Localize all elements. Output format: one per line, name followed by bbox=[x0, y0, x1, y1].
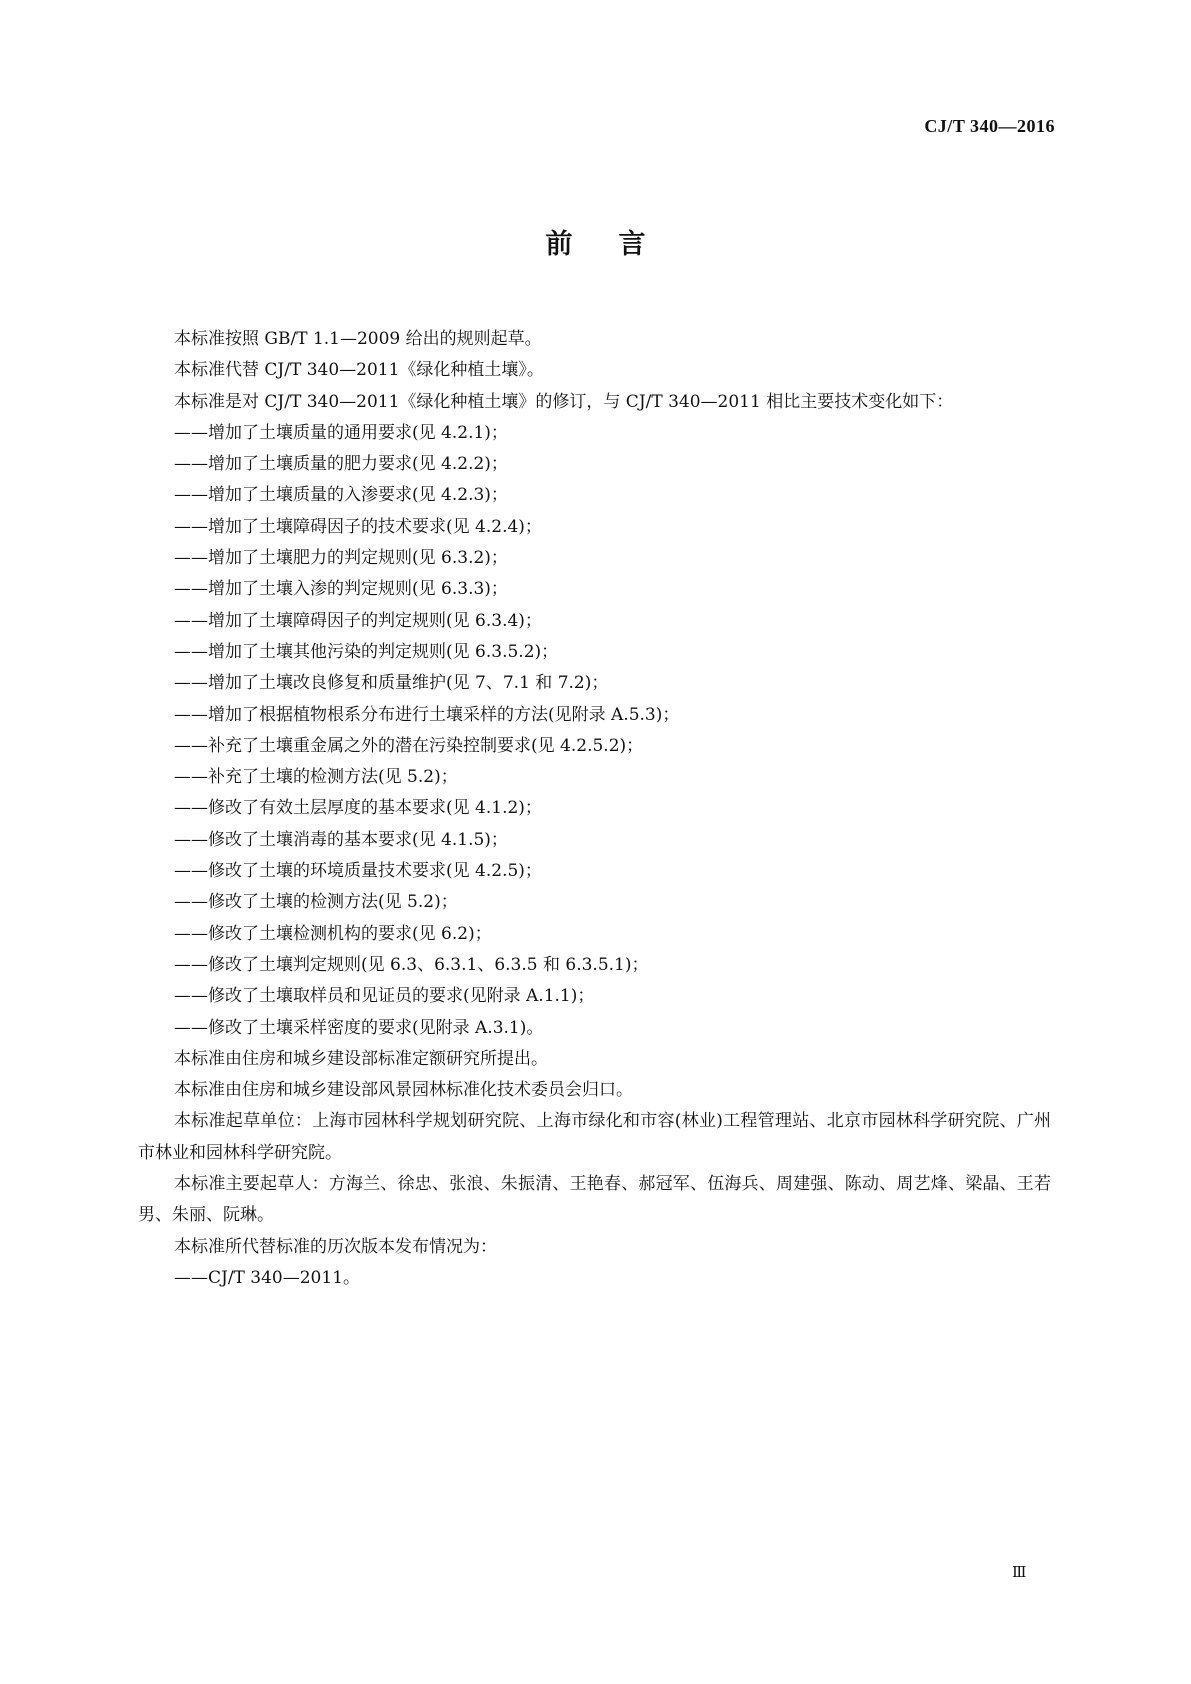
list-item: ——增加了土壤改良修复和质量维护(见 7、7.1 和 7.2)； bbox=[174, 673, 609, 694]
list-item: ——修改了土壤采样密度的要求(见附录 A.3.1)。 bbox=[174, 1017, 544, 1038]
list-item: ——增加了土壤质量的入渗要求(见 4.2.3)； bbox=[174, 485, 508, 506]
list-item: ——补充了土壤重金属之外的潜在污染控制要求(见 4.2.5.2)； bbox=[174, 735, 644, 756]
paragraph-drafting-units: 本标准起草单位：上海市园林科学规划研究院、上海市绿化和市容(林业)工程管理站、北京市园林科学研究院、广州市林业和园林科学研究院。 bbox=[138, 1111, 1051, 1163]
standard-code: CJ/T 340—2016 bbox=[924, 116, 1055, 136]
list-item: ——增加了土壤障碍因子的判定规则(见 6.3.4)； bbox=[174, 610, 542, 631]
list-item: ——增加了土壤入渗的判定规则(见 6.3.3)； bbox=[174, 579, 508, 600]
list-item: ——增加了土壤肥力的判定规则(见 6.3.2)； bbox=[174, 548, 508, 569]
list-item: ——修改了土壤取样员和见证员的要求(见附录 A.1.1)； bbox=[174, 986, 595, 1007]
paragraph-proposed-by: 本标准由住房和城乡建设部标准定额研究所提出。 bbox=[174, 1048, 548, 1069]
list-item: ——增加了根据植物根系分布进行土壤采样的方法(见附录 A.5.3)； bbox=[174, 704, 680, 725]
history-item: ——CJ/T 340—2011。 bbox=[174, 1267, 361, 1288]
paragraph-drafting-rules: 本标准按照 GB/T 1.1—2009 给出的规则起草。 bbox=[174, 329, 542, 349]
paragraph-replaces: 本标准代替 CJ/T 340—2011《绿化种植土壤》。 bbox=[174, 360, 544, 381]
changes-list bbox=[138, 418, 1051, 1044]
foreword-body bbox=[138, 324, 1051, 1294]
paragraph-managed-by: 本标准由住房和城乡建设部风景园林标准化技术委员会归口。 bbox=[174, 1080, 633, 1101]
list-item: ——增加了土壤其他污染的判定规则(见 6.3.5.2)； bbox=[174, 641, 559, 662]
paragraph-revision-intro: 本标准是对 CJ/T 340—2011《绿化种植土壤》的修订，与 CJ/T 340—2011 相比主要技术变化如下： bbox=[174, 391, 954, 412]
list-item: ——修改了土壤判定规则(见 6.3、6.3.1、6.3.5 和 6.3.5.1)； bbox=[174, 954, 649, 975]
list-item: ——增加了土壤质量的通用要求(见 4.2.1)； bbox=[174, 422, 508, 443]
list-item: ——增加了土壤障碍因子的技术要求(见 4.2.4)； bbox=[174, 516, 542, 537]
paragraph-drafters: 本标准主要起草人：方海兰、徐忠、张浪、朱振清、王艳春、郝冠军、伍海兵、周建强、陈动、周艺烽、梁晶、王若男、朱丽、阮琳。 bbox=[138, 1174, 1051, 1226]
list-item: ——修改了有效土层厚度的基本要求(见 4.1.2)； bbox=[174, 798, 542, 819]
list-item: ——修改了土壤的环境质量技术要求(见 4.2.5)； bbox=[174, 861, 542, 882]
list-item: ——修改了土壤检测机构的要求(见 6.2)； bbox=[174, 923, 492, 944]
list-item: ——补充了土壤的检测方法(见 5.2)； bbox=[174, 767, 458, 788]
paragraph-history-intro: 本标准所代替标准的历次版本发布情况为： bbox=[174, 1236, 497, 1257]
page-title: 前言 bbox=[545, 229, 692, 260]
page-number: Ⅲ bbox=[1012, 1565, 1027, 1581]
list-item: ——修改了土壤消毒的基本要求(见 4.1.5)； bbox=[174, 829, 508, 850]
list-item: ——修改了土壤的检测方法(见 5.2)； bbox=[174, 892, 458, 913]
list-item: ——增加了土壤质量的肥力要求(见 4.2.2)； bbox=[174, 454, 508, 475]
